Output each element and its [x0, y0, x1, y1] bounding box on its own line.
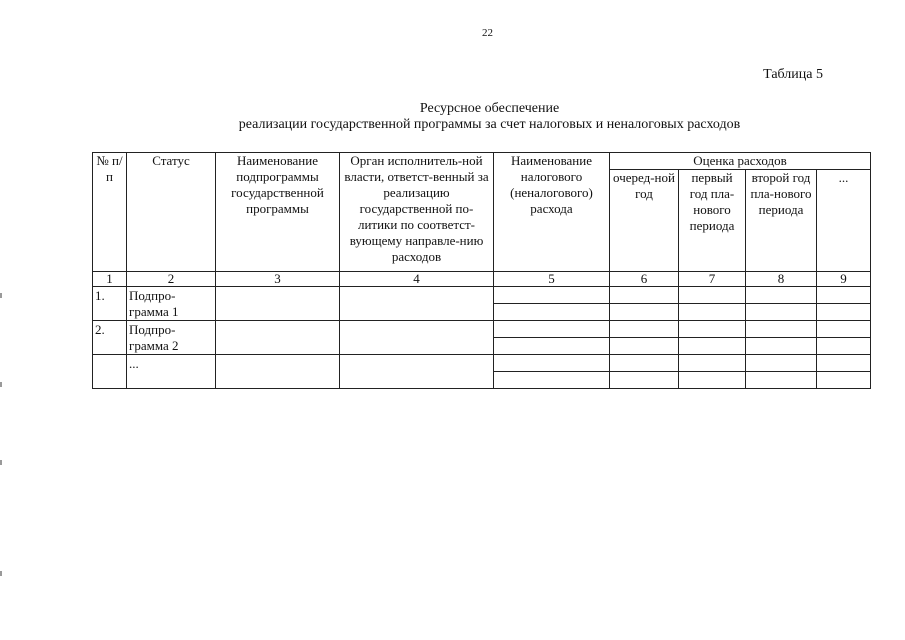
row-cell [610, 321, 679, 338]
row-number [93, 355, 127, 389]
row-subprogram [216, 321, 340, 355]
scan-margin-mark [0, 382, 2, 387]
row-cell [679, 321, 746, 338]
scan-margin-mark [0, 571, 2, 576]
row-subprogram [216, 355, 340, 389]
header-status: Статус [127, 153, 216, 272]
table-row [93, 355, 871, 372]
column-number-row [93, 272, 871, 287]
row-authority [340, 287, 494, 321]
row-number: 1. [93, 287, 127, 321]
column-number: 9 [817, 272, 871, 287]
row-cell [494, 372, 610, 389]
title-line-1: Ресурсное обеспечение [419, 101, 560, 116]
page-number: 22 [482, 27, 493, 39]
title-line-2: реализации государственной программы за счет налоговых и неналоговых расходов [238, 117, 741, 132]
row-subprogram [216, 287, 340, 321]
header-expense-evaluation: Оценка расходов [610, 153, 871, 170]
row-status: ... [127, 355, 216, 389]
row-cell [746, 338, 817, 355]
row-cell [817, 304, 871, 321]
row-cell [494, 287, 610, 304]
scan-margin-mark [0, 293, 2, 298]
row-cell [679, 304, 746, 321]
table-row [93, 287, 871, 304]
table-label: Таблица 5 [763, 67, 823, 82]
header-second-plan-year: второй год пла-нового периода [746, 170, 817, 272]
row-authority [340, 321, 494, 355]
row-cell [494, 304, 610, 321]
header-first-plan-year: первый год пла-нового периода [679, 170, 746, 272]
row-cell [610, 338, 679, 355]
column-number: 1 [93, 272, 127, 287]
row-cell [817, 321, 871, 338]
row-cell [817, 355, 871, 372]
row-cell [746, 321, 817, 338]
row-number: 2. [93, 321, 127, 355]
row-cell [746, 355, 817, 372]
column-number: 2 [127, 272, 216, 287]
column-number: 4 [340, 272, 494, 287]
row-status: Подпро-грамма 1 [127, 287, 216, 321]
row-cell [494, 321, 610, 338]
document-title [0, 101, 905, 133]
row-cell [610, 287, 679, 304]
table-row [93, 321, 871, 338]
row-cell [817, 338, 871, 355]
row-cell [746, 287, 817, 304]
row-cell [679, 355, 746, 372]
row-cell [494, 355, 610, 372]
column-number: 3 [216, 272, 340, 287]
row-cell [817, 287, 871, 304]
column-number: 7 [679, 272, 746, 287]
row-cell [817, 372, 871, 389]
header-row-1 [93, 153, 871, 170]
row-authority [340, 355, 494, 389]
header-subprogram: Наименование подпрограммы государственной программы [216, 153, 340, 272]
header-number: № п/п [93, 153, 127, 272]
row-cell [746, 372, 817, 389]
column-number: 5 [494, 272, 610, 287]
row-cell [746, 304, 817, 321]
row-cell [610, 355, 679, 372]
header-more: ... [817, 170, 871, 272]
row-cell [610, 372, 679, 389]
scan-margin-mark [0, 460, 2, 465]
column-number: 6 [610, 272, 679, 287]
resource-table [92, 152, 871, 389]
row-cell [494, 338, 610, 355]
header-next-year: очеред-ной год [610, 170, 679, 272]
row-cell [679, 338, 746, 355]
row-cell [679, 372, 746, 389]
row-status: Подпро-грамма 2 [127, 321, 216, 355]
row-cell [610, 304, 679, 321]
header-expense-name: Наименование налогового (неналогового) расхода [494, 153, 610, 272]
column-number: 8 [746, 272, 817, 287]
row-cell [679, 287, 746, 304]
header-authority: Орган исполнитель-ной власти, ответст-венный за реализацию государственной по-литики по соответст-вующему направле-нию расходов [340, 153, 494, 272]
